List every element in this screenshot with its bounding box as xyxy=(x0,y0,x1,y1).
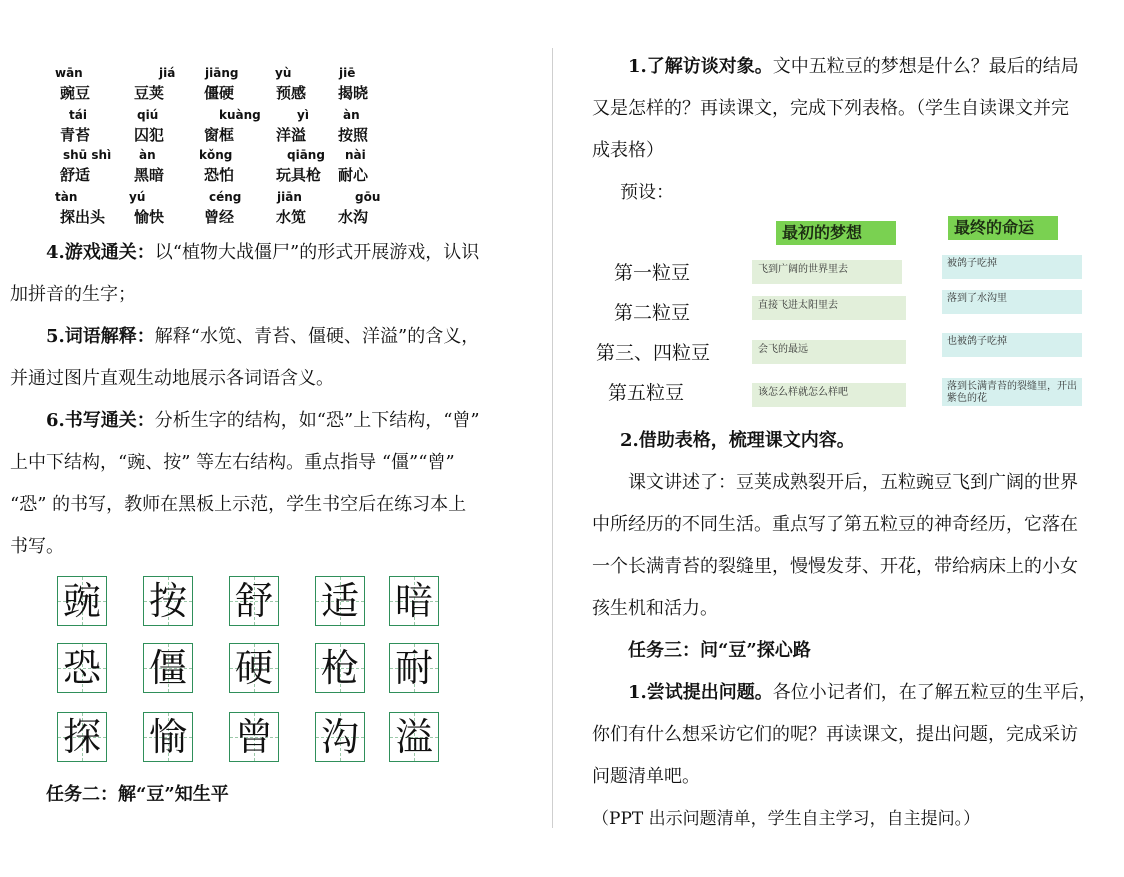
item-5-line-2: 并通过图片直观生动地展示各词语含义。 xyxy=(10,368,334,389)
writing-box xyxy=(143,576,193,626)
writing-box xyxy=(229,576,279,626)
writing-box xyxy=(143,712,193,762)
writing-box xyxy=(57,576,107,626)
item-5-paragraph xyxy=(46,316,479,358)
pinyin-word xyxy=(338,148,418,188)
writing-char: 暗 xyxy=(394,579,433,623)
item-5-line: 解释“水笕、青苔、僵硬、洋溢”的含义， xyxy=(154,326,480,347)
right-item-2-title: 2.借助表格，梳理课文内容。 xyxy=(620,430,855,451)
pinyin-text: tái xyxy=(69,108,87,122)
pinyin-text: céng xyxy=(209,190,242,204)
hanzi-text: 恐怕 xyxy=(204,166,235,184)
writing-char: 沟 xyxy=(320,715,359,759)
writing-box xyxy=(57,643,107,693)
table-row-label: 第三、四粒豆 xyxy=(596,342,711,364)
preset-label: 预设： xyxy=(620,182,674,203)
hanzi-text: 僵硬 xyxy=(204,84,235,102)
pinyin-text: yù xyxy=(275,66,292,80)
pinyin-text: àn xyxy=(139,148,156,162)
table-cell-fate: 落到长满青苔的裂缝里，开出紫色的花 xyxy=(942,378,1082,406)
hanzi-text: 揭晓 xyxy=(338,84,369,102)
writing-box xyxy=(389,576,439,626)
writing-box xyxy=(315,712,365,762)
hanzi-text: 窗框 xyxy=(204,126,235,144)
pinyin-word xyxy=(204,108,284,148)
item-6-line: 分析生字的结构，如“恐”上下结构，“曾” xyxy=(154,410,480,431)
right-item-1-line-2: 又是怎样的？再读课文，完成下列表格。（学生自读课文并完 xyxy=(592,98,1069,119)
hanzi-text: 预感 xyxy=(276,84,307,102)
pinyin-word xyxy=(134,66,214,106)
writing-char: 耐 xyxy=(394,646,433,690)
pinyin-text: jiān xyxy=(277,190,302,204)
table-row-label: 第二粒豆 xyxy=(614,302,691,324)
table-cell-dream: 直接飞进太阳里去 xyxy=(752,296,906,320)
task-3-heading: 任务三：问“豆”探心路 xyxy=(628,640,811,661)
item-6-title: 6.书写通关： xyxy=(46,410,155,431)
right-item-2-line-4: 孩生机和活力。 xyxy=(592,598,718,619)
table-cell-dream: 飞到广阔的世界里去 xyxy=(752,260,902,284)
pinyin-word xyxy=(338,190,418,230)
pinyin-text: yì xyxy=(297,108,309,122)
hanzi-text: 豆荚 xyxy=(134,84,165,102)
writing-char: 适 xyxy=(320,579,359,623)
hanzi-text: 舒适 xyxy=(60,166,91,184)
pinyin-text: gōu xyxy=(355,190,381,204)
pinyin-text: àn xyxy=(343,108,360,122)
hanzi-text: 按照 xyxy=(338,126,369,144)
pinyin-text: yú xyxy=(129,190,146,204)
table-cell-fate: 也被鸽子吃掉 xyxy=(942,333,1082,357)
writing-box xyxy=(389,712,439,762)
right-task3-item-1-title: 1.尝试提出问题。 xyxy=(628,682,773,703)
writing-char: 恐 xyxy=(62,646,101,690)
writing-box xyxy=(57,712,107,762)
table-cell-dream: 会飞的最远 xyxy=(752,340,906,364)
right-task3-line-4: （PPT 出示问题清单，学生自主学习，自主提问。） xyxy=(592,809,981,829)
hanzi-text: 黑暗 xyxy=(134,166,165,184)
writing-char: 硬 xyxy=(234,646,273,690)
pinyin-text: qiú xyxy=(137,108,159,122)
right-task3-item-1-paragraph xyxy=(628,672,1097,714)
right-task3-line-3: 问题清单吧。 xyxy=(592,766,700,787)
writing-box xyxy=(229,712,279,762)
writing-box xyxy=(229,643,279,693)
hanzi-text: 水沟 xyxy=(338,208,369,226)
table-cell-fate: 被鸽子吃掉 xyxy=(942,255,1082,279)
hanzi-text: 囚犯 xyxy=(134,126,165,144)
right-item-1-line: 文中五粒豆的梦想是什么？最后的结局 xyxy=(772,56,1079,77)
right-item-1-title: 1.了解访谈对象。 xyxy=(628,56,773,77)
writing-box xyxy=(143,643,193,693)
table-header-fate: 最终的命运 xyxy=(948,216,1058,240)
writing-char: 僵 xyxy=(148,646,187,690)
task-2-heading: 任务二：解“豆”知生平 xyxy=(46,784,229,805)
table-cell-dream: 该怎么样就怎么样吧 xyxy=(752,383,906,407)
right-task3-line-2: 你们有什么想采访它们的呢？再读课文，提出问题，完成采访 xyxy=(592,724,1078,745)
pinyin-text: nài xyxy=(345,148,366,162)
writing-char: 舒 xyxy=(234,579,273,623)
right-item-2-line-2: 中所经历的不同生活。重点写了第五粒豆的神奇经历，它落在 xyxy=(592,514,1078,535)
pinyin-text: qiāng xyxy=(287,148,325,162)
pinyin-word xyxy=(338,108,418,148)
pinyin-text: jiá xyxy=(159,66,176,80)
writing-box xyxy=(315,643,365,693)
item-5-title: 5.词语解释： xyxy=(46,326,155,347)
right-task3-item-1-line: 各位小记者们，在了解五粒豆的生平后， xyxy=(772,682,1097,703)
item-6-line-3: “恐” 的书写，教师在黑板上示范，学生书空后在练习本上 xyxy=(10,494,467,515)
item-4-line-2: 加拼音的生字； xyxy=(10,284,136,305)
item-6-paragraph xyxy=(46,400,480,442)
writing-box xyxy=(315,576,365,626)
hanzi-text: 青苔 xyxy=(60,126,91,144)
writing-char: 探 xyxy=(62,715,101,759)
hanzi-text: 豌豆 xyxy=(60,84,91,102)
pinyin-text: tàn xyxy=(55,190,78,204)
hanzi-text: 曾经 xyxy=(204,208,235,226)
writing-box xyxy=(389,643,439,693)
writing-char: 溢 xyxy=(394,715,433,759)
hanzi-text: 耐心 xyxy=(338,166,369,184)
pinyin-text: kǒng xyxy=(199,148,233,162)
right-item-2-line-1: 课文讲述了：豆荚成熟裂开后，五粒豌豆飞到广阔的世界 xyxy=(628,472,1078,493)
pinyin-word xyxy=(204,66,284,106)
pinyin-word xyxy=(60,148,140,188)
pinyin-word xyxy=(134,108,214,148)
item-6-line-4: 书写。 xyxy=(10,536,64,557)
item-4-title: 4.游戏通关： xyxy=(46,242,155,263)
table-row-label: 第五粒豆 xyxy=(608,382,685,404)
pinyin-word xyxy=(204,190,284,230)
table-row-label: 第一粒豆 xyxy=(614,262,691,284)
writing-char: 愉 xyxy=(148,715,187,759)
pinyin-word xyxy=(60,108,140,148)
hanzi-text: 探出头 xyxy=(60,208,106,226)
right-item-2-line-3: 一个长满青苔的裂缝里，慢慢发芽、开花，带给病床上的小女 xyxy=(592,556,1078,577)
pinyin-text: jiē xyxy=(339,66,356,80)
table-header-dream: 最初的梦想 xyxy=(776,221,896,245)
column-divider xyxy=(552,48,553,828)
hanzi-text: 水笕 xyxy=(276,208,307,226)
writing-char: 曾 xyxy=(234,715,273,759)
item-6-line-2: 上中下结构，“豌、按” 等左右结构。重点指导 “僵”“曾” xyxy=(10,452,455,473)
pinyin-word xyxy=(338,66,418,106)
hanzi-text: 洋溢 xyxy=(276,126,307,144)
pinyin-text: wān xyxy=(55,66,83,80)
writing-char: 按 xyxy=(148,579,187,623)
pinyin-word xyxy=(55,190,140,230)
writing-char: 枪 xyxy=(320,646,359,690)
pinyin-text: shū shì xyxy=(63,148,112,162)
pinyin-text: jiāng xyxy=(205,66,239,80)
hanzi-text: 玩具枪 xyxy=(276,166,322,184)
pinyin-word xyxy=(55,66,140,106)
table-cell-fate: 落到了水沟里 xyxy=(942,290,1082,314)
right-item-1-line-3: 成表格） xyxy=(592,140,664,161)
writing-char: 豌 xyxy=(62,579,101,623)
pinyin-text: kuàng xyxy=(219,108,261,122)
pinyin-word xyxy=(199,148,284,188)
item-4-paragraph xyxy=(46,232,479,274)
hanzi-text: 愉快 xyxy=(134,208,165,226)
pinyin-word xyxy=(129,190,214,230)
right-item-1-paragraph xyxy=(628,46,1079,88)
item-4-line: 以“植物大战僵尸”的形式开展游戏，认识 xyxy=(154,242,480,263)
